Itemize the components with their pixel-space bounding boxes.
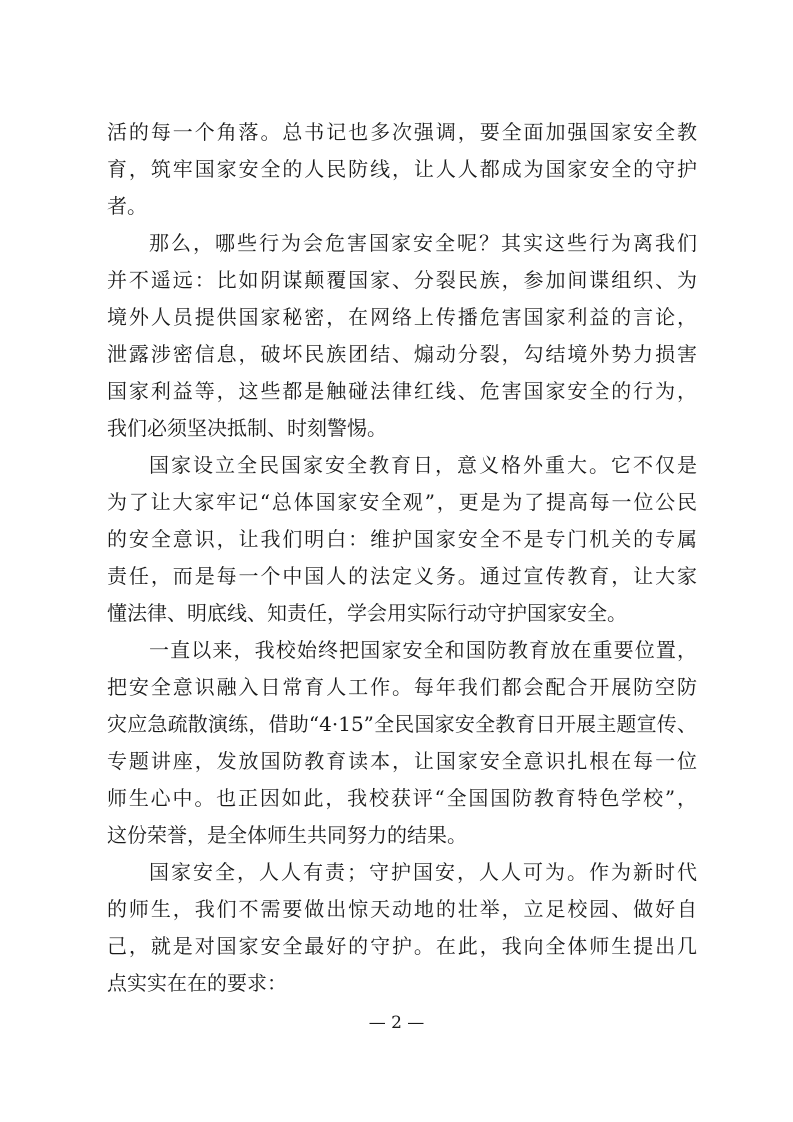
- text-line: 活的每一个角落。总书记也多次强调，要全面加强国家安全教: [107, 120, 697, 144]
- body-text: [107, 114, 697, 1002]
- paragraph: [107, 854, 697, 1002]
- paragraph: [107, 447, 697, 632]
- text-line: 己，就是对国家安全最好的守护。在此，我向全体师生提出几: [107, 934, 697, 958]
- paragraph: [107, 114, 697, 225]
- text-line: 一直以来，我校始终把国家安全和国防教育放在重要位置，: [149, 638, 697, 662]
- text-line: 并不遥远：比如阴谋颠覆国家、分裂民族，参加间谍组织、为: [107, 268, 697, 292]
- text-line: 责任，而是每一个中国人的法定义务。通过宣传教育，让大家: [107, 564, 697, 588]
- text-line: 国家设立全民国家安全教育日，意义格外重大。它不仅是: [149, 453, 697, 477]
- text-line: 国家安全，人人有责；守护国安，人人可为。作为新时代: [149, 860, 697, 884]
- text-line: 为了让大家牢记“总体国家安全观”，更是为了提高每一位公民: [107, 490, 697, 514]
- text-line: 国家利益等，这些都是触碰法律红线、危害国家安全的行为，: [107, 379, 697, 403]
- page-number: — 2 —: [368, 1013, 425, 1033]
- text-line: 我们必须坚决抵制、时刻警惕。: [107, 416, 387, 440]
- text-line: 者。: [107, 194, 147, 218]
- text-line: 懂法律、明底线、知责任，学会用实际行动守护国家安全。: [107, 601, 627, 625]
- text-line: 境外人员提供国家秘密，在网络上传播危害国家利益的言论，: [107, 305, 697, 329]
- paragraph: [107, 225, 697, 447]
- text-line: 灾应急疏散演练，借助“4·15”全民国家安全教育日开展主题宣传、: [107, 712, 697, 736]
- text-line: 专题讲座，发放国防教育读本，让国家安全意识扎根在每一位: [107, 749, 697, 773]
- text-line: 泄露涉密信息，破坏民族团结、煽动分裂，勾结境外势力损害: [107, 342, 697, 366]
- text-line: 这份荣誉，是全体师生共同努力的结果。: [107, 823, 467, 847]
- text-line: 点实实在在的要求：: [107, 971, 287, 995]
- text-line: 那么，哪些行为会危害国家安全呢？其实这些行为离我们: [149, 231, 697, 255]
- text-line: 把安全意识融入日常育人工作。每年我们都会配合开展防空防: [107, 675, 697, 699]
- text-line: 的安全意识，让我们明白：维护国家安全不是专门机关的专属: [107, 527, 697, 551]
- text-line: 的师生，我们不需要做出惊天动地的壮举，立足校园、做好自: [107, 897, 697, 921]
- text-line: 育，筑牢国家安全的人民防线，让人人都成为国家安全的守护: [107, 157, 697, 181]
- paragraph: [107, 632, 697, 854]
- text-line: 师生心中。也正因如此，我校获评“全国国防教育特色学校”，: [107, 786, 697, 810]
